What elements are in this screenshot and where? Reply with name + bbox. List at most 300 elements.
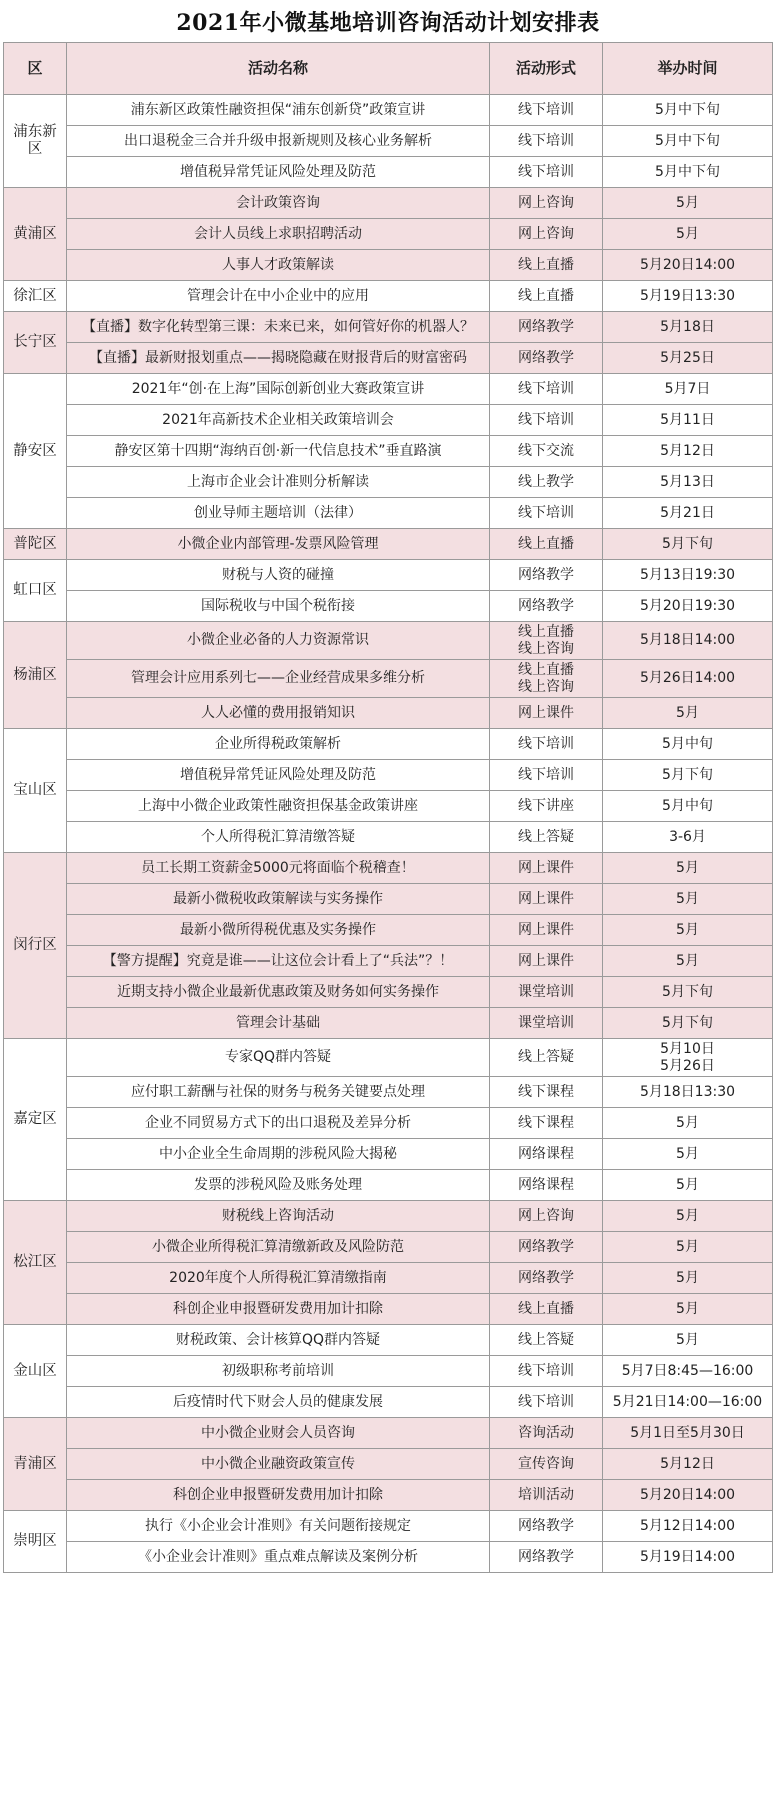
activity-name-cell xyxy=(67,1325,490,1356)
activity-format-cell xyxy=(490,1201,603,1232)
activity-time-text: 5月下旬 xyxy=(662,1014,713,1031)
activity-format-text: 线下培训 xyxy=(518,132,574,149)
activity-time-text: 5月 xyxy=(676,1269,699,1286)
district-cell: 崇明区 xyxy=(4,1511,67,1573)
activity-name-text: 员工长期工资薪金5000元将面临个税稽查！ xyxy=(141,859,415,876)
activity-name-text: 应付职工薪酬与社保的财务与税务关键要点处理 xyxy=(131,1083,425,1100)
table-row xyxy=(4,95,773,126)
activity-format-cell xyxy=(490,660,603,698)
table-row xyxy=(4,436,773,467)
activity-name-text: 企业所得税政策解析 xyxy=(215,735,341,752)
activity-time-cell xyxy=(603,729,773,760)
table-row xyxy=(4,915,773,946)
activity-name-text: 上海中小微企业政策性融资担保基金政策讲座 xyxy=(138,797,418,814)
activity-format-cell xyxy=(490,1387,603,1418)
activity-name-text: 中小微企业融资政策宣传 xyxy=(201,1455,355,1472)
activity-format-cell xyxy=(490,1039,603,1077)
activity-format-cell xyxy=(490,126,603,157)
activity-format-text: 网络教学 xyxy=(518,1548,574,1565)
table-row xyxy=(4,343,773,374)
activity-name-text: 2021年“创·在上海”国际创新创业大赛政策宣讲 xyxy=(131,380,425,397)
activity-name-cell xyxy=(67,281,490,312)
activity-name-text: 增值税异常凭证风险处理及防范 xyxy=(180,163,376,180)
activity-format-cell xyxy=(490,622,603,660)
table-row xyxy=(4,1542,773,1573)
table-row xyxy=(4,188,773,219)
activity-format-cell xyxy=(490,1008,603,1039)
activity-format-text: 网络教学 xyxy=(518,1517,574,1534)
activity-format-text: 咨询活动 xyxy=(518,1424,574,1441)
activity-name-text: 管理会计基础 xyxy=(236,1014,320,1031)
activity-time-text: 5月25日 xyxy=(660,349,715,366)
activity-name-cell xyxy=(67,529,490,560)
activity-name-text: 最新小微税收政策解读与实务操作 xyxy=(173,890,383,907)
activity-format-cell xyxy=(490,405,603,436)
activity-name-cell xyxy=(67,560,490,591)
activity-time-cell xyxy=(603,1077,773,1108)
page-title: 2021年小微基地培训咨询活动计划安排表 xyxy=(176,9,600,36)
activity-time-cell xyxy=(603,660,773,698)
activity-format-text: 线下培训 xyxy=(518,504,574,521)
table-row xyxy=(4,1263,773,1294)
activity-format-text: 线下培训 xyxy=(518,1362,574,1379)
activity-format-cell xyxy=(490,591,603,622)
activity-name-text: 财税政策、会计核算QQ群内答疑 xyxy=(175,1331,381,1348)
table-row xyxy=(4,977,773,1008)
activity-time-cell xyxy=(603,1511,773,1542)
activity-name-cell xyxy=(67,946,490,977)
activity-time-text: 5月 xyxy=(676,859,699,876)
activity-name-cell xyxy=(67,498,490,529)
activity-name-cell xyxy=(67,1480,490,1511)
activity-name-text: 静安区第十四期“海纳百创·新一代信息技术”垂直路演 xyxy=(114,442,442,459)
table-row xyxy=(4,729,773,760)
table-row xyxy=(4,1039,773,1077)
district-cell: 静安区 xyxy=(4,374,67,529)
activity-time-text: 5月 xyxy=(676,225,699,242)
activity-format-text: 网上咨询 xyxy=(518,194,574,211)
activity-name-text: 创业导师主题培训（法律） xyxy=(194,504,362,521)
activity-time-cell xyxy=(603,853,773,884)
activity-time-cell xyxy=(603,1008,773,1039)
activity-format-text: 线下培训 xyxy=(518,101,574,118)
activity-format-text: 线下课程 xyxy=(518,1083,574,1100)
activity-name-text: 浦东新区政策性融资担保“浦东创新贷”政策宣讲 xyxy=(130,101,426,118)
district-cell: 长宁区 xyxy=(4,312,67,374)
activity-time-text: 5月7日 xyxy=(664,380,711,397)
activity-time-text: 5月21日 xyxy=(660,504,715,521)
activity-name-text: 发票的涉税风险及账务处理 xyxy=(194,1176,362,1193)
activity-format-text: 线上直播 线上咨询 xyxy=(518,623,574,657)
activity-name-text: 财税线上咨询活动 xyxy=(222,1207,334,1224)
activity-time-cell xyxy=(603,1480,773,1511)
activity-name-text: 2021年高新技术企业相关政策培训会 xyxy=(162,411,394,428)
table-row xyxy=(4,374,773,405)
activity-format-cell xyxy=(490,560,603,591)
activity-time-cell xyxy=(603,250,773,281)
activity-time-cell xyxy=(603,884,773,915)
table-row xyxy=(4,1008,773,1039)
activity-name-cell xyxy=(67,1263,490,1294)
activity-time-cell xyxy=(603,467,773,498)
table-row xyxy=(4,822,773,853)
table-row xyxy=(4,1356,773,1387)
activity-time-text: 5月13日 xyxy=(660,473,715,490)
activity-name-cell xyxy=(67,1418,490,1449)
activity-time-cell xyxy=(603,157,773,188)
activity-time-cell xyxy=(603,188,773,219)
activity-format-cell xyxy=(490,529,603,560)
activity-format-text: 线下讲座 xyxy=(518,797,574,814)
activity-name-text: 管理会计在中小企业中的应用 xyxy=(187,287,369,304)
activity-format-text: 线上教学 xyxy=(518,473,574,490)
activity-time-text: 5月12日14:00 xyxy=(639,1517,736,1534)
activity-format-text: 宣传咨询 xyxy=(518,1455,574,1472)
activity-name-cell xyxy=(67,374,490,405)
activity-time-text: 3-6月 xyxy=(669,828,706,845)
activity-name-cell xyxy=(67,1542,490,1573)
activity-name-text: 执行《小企业会计准则》有关问题衔接规定 xyxy=(145,1517,411,1534)
activity-name-cell xyxy=(67,1108,490,1139)
activity-time-cell xyxy=(603,698,773,729)
activity-name-text: 后疫情时代下财会人员的健康发展 xyxy=(173,1393,383,1410)
activity-format-text: 线上答疑 xyxy=(518,1331,574,1348)
table-row xyxy=(4,312,773,343)
district-cell: 宝山区 xyxy=(4,729,67,853)
activity-name-cell xyxy=(67,467,490,498)
activity-time-text: 5月19日14:00 xyxy=(639,1548,736,1565)
activity-time-text: 5月 xyxy=(676,1300,699,1317)
activity-format-cell xyxy=(490,1170,603,1201)
activity-name-cell xyxy=(67,977,490,1008)
activity-format-cell xyxy=(490,312,603,343)
activity-time-text: 5月20日14:00 xyxy=(639,1486,736,1503)
table-row xyxy=(4,1294,773,1325)
table-row xyxy=(4,884,773,915)
activity-time-text: 5月中旬 xyxy=(662,735,713,752)
activity-time-text: 5月下旬 xyxy=(662,535,713,552)
activity-format-text: 网上课件 xyxy=(518,952,574,969)
activity-format-text: 网上咨询 xyxy=(518,1207,574,1224)
activity-format-cell xyxy=(490,884,603,915)
activity-name-text: 初级职称考前培训 xyxy=(222,1362,334,1379)
activity-format-text: 网络课程 xyxy=(518,1176,574,1193)
activity-name-cell xyxy=(67,1008,490,1039)
activity-name-cell xyxy=(67,622,490,660)
activity-format-cell xyxy=(490,1139,603,1170)
activity-format-text: 课堂培训 xyxy=(518,983,574,1000)
activity-time-cell xyxy=(603,822,773,853)
activity-time-text: 5月12日 xyxy=(660,1455,715,1472)
activity-format-cell xyxy=(490,977,603,1008)
activity-format-text: 网上课件 xyxy=(518,859,574,876)
activity-name-text: 企业不同贸易方式下的出口退税及差异分析 xyxy=(145,1114,411,1131)
activity-time-text: 5月21日14:00—16:00 xyxy=(612,1393,763,1410)
activity-name-cell xyxy=(67,1511,490,1542)
activity-time-cell xyxy=(603,281,773,312)
activity-format-cell xyxy=(490,729,603,760)
activity-time-text: 5月18日 xyxy=(660,318,715,335)
table-row xyxy=(4,219,773,250)
activity-time-text: 5月 xyxy=(676,952,699,969)
activity-time-text: 5月18日14:00 xyxy=(639,632,736,648)
activity-time-text: 5月12日 xyxy=(660,442,715,459)
table-row xyxy=(4,1387,773,1418)
activity-time-cell xyxy=(603,1232,773,1263)
activity-name-cell xyxy=(67,1232,490,1263)
table-body xyxy=(4,95,773,1573)
activity-name-text: 【警方提醒】究竟是谁——让这位会计看上了“兵法”？！ xyxy=(102,952,454,969)
activity-time-cell xyxy=(603,343,773,374)
activity-name-cell xyxy=(67,760,490,791)
activity-name-cell xyxy=(67,591,490,622)
district-cell: 徐汇区 xyxy=(4,281,67,312)
activity-format-text: 网上咨询 xyxy=(518,225,574,242)
activity-time-text: 5月19日13:30 xyxy=(639,287,736,304)
activity-time-cell xyxy=(603,791,773,822)
table-row xyxy=(4,1077,773,1108)
activity-time-cell xyxy=(603,760,773,791)
activity-name-cell xyxy=(67,1294,490,1325)
activity-time-cell xyxy=(603,405,773,436)
activity-format-text: 线下培训 xyxy=(518,766,574,783)
activity-name-cell xyxy=(67,1201,490,1232)
activity-name-text: 专家QQ群内答疑 xyxy=(224,1049,332,1065)
activity-time-cell xyxy=(603,374,773,405)
header-time: 举办时间 xyxy=(603,43,773,95)
activity-time-cell xyxy=(603,1039,773,1077)
activity-format-text: 线下培训 xyxy=(518,411,574,428)
activity-name-text: 【直播】数字化转型第三课：未来已来，如何管好你的机器人？ xyxy=(82,318,474,335)
activity-format-text: 线上答疑 xyxy=(518,1049,574,1065)
district-cell: 黄浦区 xyxy=(4,188,67,281)
activity-name-text: 2020年度个人所得税汇算清缴指南 xyxy=(169,1269,387,1286)
activity-name-text: 小微企业所得税汇算清缴新政及风险防范 xyxy=(152,1238,404,1255)
table-row xyxy=(4,1139,773,1170)
district-cell: 闵行区 xyxy=(4,853,67,1039)
table-row xyxy=(4,281,773,312)
table-row xyxy=(4,250,773,281)
table-row xyxy=(4,405,773,436)
activity-time-text: 5月20日14:00 xyxy=(639,256,736,273)
activity-time-cell xyxy=(603,1139,773,1170)
activity-format-cell xyxy=(490,853,603,884)
activity-format-cell xyxy=(490,343,603,374)
activity-format-cell xyxy=(490,250,603,281)
district-cell: 松江区 xyxy=(4,1201,67,1325)
activity-time-text: 5月 xyxy=(676,194,699,211)
activity-name-cell xyxy=(67,915,490,946)
activity-name-cell xyxy=(67,660,490,698)
activity-format-cell xyxy=(490,157,603,188)
activity-time-cell xyxy=(603,622,773,660)
activity-format-cell xyxy=(490,1480,603,1511)
activity-time-cell xyxy=(603,95,773,126)
activity-time-cell xyxy=(603,529,773,560)
activity-time-text: 5月 xyxy=(676,1176,699,1193)
activity-time-text: 5月中下旬 xyxy=(655,163,720,180)
activity-format-cell xyxy=(490,760,603,791)
activity-format-text: 线下培训 xyxy=(518,163,574,180)
activity-time-cell xyxy=(603,126,773,157)
table-row xyxy=(4,1418,773,1449)
activity-name-text: 近期支持小微企业最新优惠政策及财务如何实务操作 xyxy=(117,983,439,1000)
activity-format-text: 网上课件 xyxy=(518,704,574,721)
activity-time-cell xyxy=(603,1170,773,1201)
activity-format-cell xyxy=(490,915,603,946)
activity-format-cell xyxy=(490,95,603,126)
activity-name-cell xyxy=(67,791,490,822)
activity-time-cell xyxy=(603,1325,773,1356)
activity-time-text: 5月20日19:30 xyxy=(639,597,736,614)
activity-format-cell xyxy=(490,822,603,853)
activity-time-text: 5月 xyxy=(676,1114,699,1131)
district-cell: 嘉定区 xyxy=(4,1039,67,1201)
table-row xyxy=(4,1201,773,1232)
activity-name-text: 会计人员线上求职招聘活动 xyxy=(194,225,362,242)
activity-format-text: 线上直播 xyxy=(518,535,574,552)
activity-name-text: 管理会计应用系列七——企业经营成果多维分析 xyxy=(131,670,425,686)
table-row xyxy=(4,1511,773,1542)
table-row xyxy=(4,698,773,729)
activity-time-cell xyxy=(603,915,773,946)
activity-time-cell xyxy=(603,219,773,250)
activity-time-text: 5月1日至5月30日 xyxy=(630,1424,745,1441)
header-district: 区 xyxy=(4,43,67,95)
activity-name-text: 人人必懂的费用报销知识 xyxy=(201,704,355,721)
table-row xyxy=(4,1449,773,1480)
activity-name-text: 小微企业必备的人力资源常识 xyxy=(187,632,369,648)
table-row xyxy=(4,157,773,188)
activity-time-text: 5月7日8:45—16:00 xyxy=(621,1362,754,1379)
activity-name-cell xyxy=(67,126,490,157)
activity-name-text: 科创企业申报暨研发费用加计扣除 xyxy=(173,1300,383,1317)
activity-format-cell xyxy=(490,1294,603,1325)
activity-name-text: 出口退税金三合并升级申报新规则及核心业务解析 xyxy=(124,132,432,149)
activity-format-cell xyxy=(490,219,603,250)
activity-name-text: 《小企业会计准则》重点难点解读及案例分析 xyxy=(138,1548,418,1565)
activity-format-cell xyxy=(490,1232,603,1263)
activity-format-text: 网络教学 xyxy=(518,566,574,583)
activity-time-text: 5月11日 xyxy=(660,411,715,428)
activity-time-cell xyxy=(603,436,773,467)
activity-format-cell xyxy=(490,791,603,822)
activity-time-text: 5月中下旬 xyxy=(655,101,720,118)
activity-time-text: 5月下旬 xyxy=(662,766,713,783)
activity-name-cell xyxy=(67,188,490,219)
activity-time-text: 5月 xyxy=(676,704,699,721)
activity-format-text: 网络教学 xyxy=(518,1238,574,1255)
table-row xyxy=(4,946,773,977)
activity-format-cell xyxy=(490,188,603,219)
activity-time-text: 5月26日14:00 xyxy=(639,670,736,686)
activity-format-text: 网络教学 xyxy=(518,1269,574,1286)
table-row xyxy=(4,622,773,660)
activity-time-cell xyxy=(603,1418,773,1449)
district-cell: 虹口区 xyxy=(4,560,67,622)
header-activity-name: 活动名称 xyxy=(67,43,490,95)
activity-format-text: 课堂培训 xyxy=(518,1014,574,1031)
table-row xyxy=(4,1232,773,1263)
activity-time-cell xyxy=(603,1263,773,1294)
activity-name-text: 【直播】最新财报划重点——揭晓隐藏在财报背后的财富密码 xyxy=(89,349,467,366)
table-row xyxy=(4,1480,773,1511)
activity-name-cell xyxy=(67,1387,490,1418)
activity-time-text: 5月 xyxy=(676,1331,699,1348)
activity-name-cell xyxy=(67,884,490,915)
activity-time-cell xyxy=(603,1294,773,1325)
table-row xyxy=(4,791,773,822)
district-cell: 杨浦区 xyxy=(4,622,67,729)
header-activity-format: 活动形式 xyxy=(490,43,603,95)
activity-time-cell xyxy=(603,560,773,591)
district-cell: 青浦区 xyxy=(4,1418,67,1511)
district-cell: 浦东新区 xyxy=(4,95,67,188)
activity-name-text: 中小微企业财会人员咨询 xyxy=(201,1424,355,1441)
table-row xyxy=(4,660,773,698)
table-row xyxy=(4,560,773,591)
activity-name-text: 小微企业内部管理-发票风险管理 xyxy=(177,535,379,552)
table-row xyxy=(4,1170,773,1201)
table-row xyxy=(4,529,773,560)
activity-format-text: 线下培训 xyxy=(518,735,574,752)
activity-time-cell xyxy=(603,946,773,977)
activity-format-cell xyxy=(490,1418,603,1449)
activity-time-cell xyxy=(603,1387,773,1418)
activity-format-text: 培训活动 xyxy=(518,1486,574,1503)
activity-name-cell xyxy=(67,822,490,853)
activity-time-cell xyxy=(603,1201,773,1232)
activity-name-cell xyxy=(67,1077,490,1108)
activity-format-cell xyxy=(490,698,603,729)
activity-name-text: 财税与人资的碰撞 xyxy=(222,566,334,583)
activity-name-text: 中小企业全生命周期的涉税风险大揭秘 xyxy=(159,1145,397,1162)
activity-format-cell xyxy=(490,1325,603,1356)
activity-format-text: 线上直播 线上咨询 xyxy=(518,661,574,695)
activity-name-cell xyxy=(67,853,490,884)
activity-time-cell xyxy=(603,591,773,622)
activity-name-cell xyxy=(67,343,490,374)
activity-format-cell xyxy=(490,467,603,498)
activity-format-text: 网上课件 xyxy=(518,921,574,938)
activity-time-cell xyxy=(603,1542,773,1573)
activity-format-text: 线上答疑 xyxy=(518,828,574,845)
activity-format-cell xyxy=(490,1542,603,1573)
header-row xyxy=(4,43,773,95)
table-row xyxy=(4,591,773,622)
activity-time-text: 5月 xyxy=(676,1207,699,1224)
activity-format-text: 网络教学 xyxy=(518,349,574,366)
district-cell: 普陀区 xyxy=(4,529,67,560)
activity-name-cell xyxy=(67,219,490,250)
activity-format-cell xyxy=(490,1077,603,1108)
activity-name-cell xyxy=(67,1039,490,1077)
activity-name-cell xyxy=(67,1139,490,1170)
activity-format-text: 线上直播 xyxy=(518,287,574,304)
schedule-table xyxy=(3,42,773,1573)
activity-time-text: 5月 xyxy=(676,1238,699,1255)
activity-time-text: 5月下旬 xyxy=(662,983,713,1000)
activity-format-text: 网络课程 xyxy=(518,1145,574,1162)
activity-name-text: 会计政策咨询 xyxy=(236,194,320,211)
activity-format-text: 网络教学 xyxy=(518,318,574,335)
table-row xyxy=(4,467,773,498)
activity-time-cell xyxy=(603,977,773,1008)
activity-name-text: 上海市企业会计准则分析解读 xyxy=(187,473,369,490)
activity-time-text: 5月13日19:30 xyxy=(639,566,736,583)
activity-name-cell xyxy=(67,312,490,343)
table-row xyxy=(4,760,773,791)
